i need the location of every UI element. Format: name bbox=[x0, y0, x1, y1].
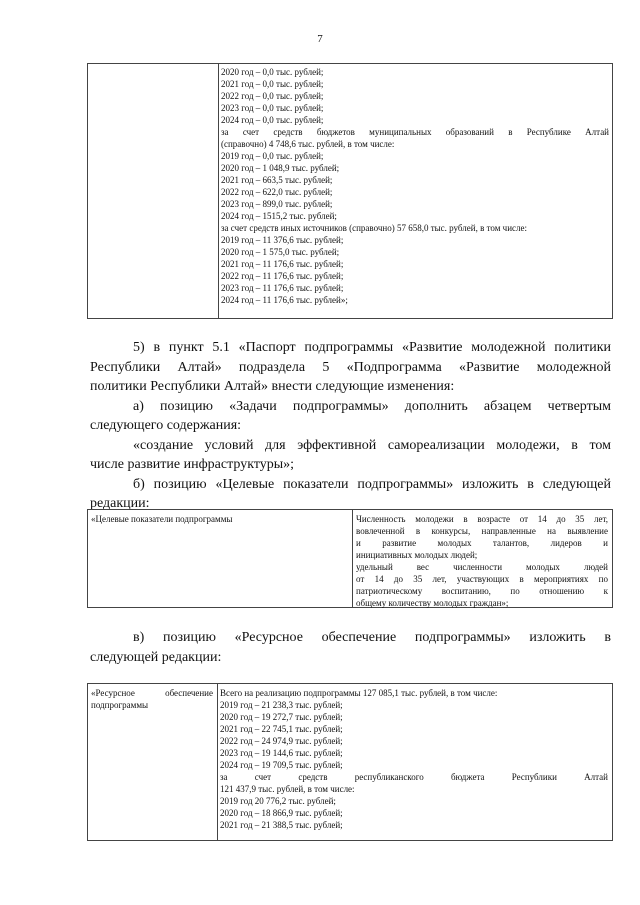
resource-line: 2019 год – 21 238,3 тыс. рублей; bbox=[220, 700, 343, 710]
funding-line: 2023 год – 0,0 тыс. рублей; bbox=[221, 103, 324, 113]
indicator-line: инициативных молодых людей; bbox=[356, 550, 478, 560]
indicator-line: и развитие молодых талантов, лидеров и bbox=[356, 538, 608, 548]
funding-line: 2023 год – 899,0 тыс. рублей; bbox=[221, 199, 333, 209]
resource-line: 2020 год – 18 866,9 тыс. рублей; bbox=[220, 808, 343, 818]
funding-line: 2022 год – 622,0 тыс. рублей; bbox=[221, 187, 333, 197]
funding-cell bbox=[221, 66, 609, 306]
paragraph-line: а) позицию «Задачи подпрограммы» дополнить абзацем четвертым bbox=[133, 398, 611, 414]
resource-line: 2021 год – 21 388,5 тыс. рублей; bbox=[220, 820, 343, 830]
funding-table-continued bbox=[87, 63, 613, 319]
funding-line: 2021 год – 663,5 тыс. рублей; bbox=[221, 175, 333, 185]
funding-line: 2020 год – 1 048,9 тыс. рублей; bbox=[221, 163, 340, 173]
paragraph-b bbox=[90, 475, 611, 514]
funding-line: (справочно) 4 748,6 тыс. рублей, в том числе: bbox=[221, 139, 395, 149]
resource-provision-cell bbox=[220, 687, 608, 831]
paragraph-line: 5) в пункт 5.1 «Паспорт подпрограммы «Развитие молодежной политики bbox=[133, 340, 611, 355]
resource-provision-table bbox=[87, 683, 613, 841]
resource-line: Всего на реализацию подпрограммы 127 085,1 тыс. рублей, в том числе: bbox=[220, 688, 498, 698]
resource-line: 2024 год – 19 709,5 тыс. рублей; bbox=[220, 760, 343, 770]
paragraph-line: редакции: bbox=[90, 496, 150, 511]
paragraph-line: Республики Алтай» подраздела 5 «Подпрограмма «Развитие молодежной bbox=[90, 359, 611, 375]
resource-line: за счет средств республиканского бюджета Республики Алтай bbox=[220, 772, 608, 782]
indicator-line: общему количеству молодых граждан»; bbox=[356, 598, 509, 608]
paragraph-line: следующего содержания: bbox=[90, 418, 242, 433]
resource-line: 2021 год – 22 745,1 тыс. рублей; bbox=[220, 724, 343, 734]
funding-line: 2020 год – 0,0 тыс. рублей; bbox=[221, 67, 324, 77]
paragraph-line: б) позицию «Целевые показатели подпрограммы» изложить в следующей bbox=[133, 476, 611, 492]
paragraph-line: в) позицию «Ресурсное обеспечение подпрограммы» изложить в bbox=[133, 630, 611, 645]
paragraph-line: политики Республики Алтай» внести следующие изменения: bbox=[90, 379, 455, 394]
target-indicators-cell bbox=[356, 513, 608, 609]
paragraph-a bbox=[90, 397, 611, 436]
paragraph-c bbox=[90, 628, 611, 667]
paragraph-line: «создание условий для эффективной самореализации молодежи, в том bbox=[133, 437, 611, 453]
page-number: 7 bbox=[317, 33, 323, 45]
table-divider bbox=[218, 64, 219, 318]
funding-line: 2022 год – 0,0 тыс. рублей; bbox=[221, 91, 324, 101]
resource-line: 2022 год – 24 974,9 тыс. рублей; bbox=[220, 736, 343, 746]
funding-line: 2021 год – 0,0 тыс. рублей; bbox=[221, 79, 324, 89]
paragraph-line: числе развитие инфраструктуры»; bbox=[90, 457, 295, 472]
table-divider bbox=[217, 684, 218, 840]
paragraph-quote bbox=[90, 436, 611, 475]
funding-line: 2019 год – 11 376,6 тыс. рублей; bbox=[221, 235, 344, 245]
funding-line: 2019 год – 0,0 тыс. рублей; bbox=[221, 151, 324, 161]
table-divider bbox=[352, 510, 353, 607]
indicator-line: Численность молодежи в возрасте от 14 до 35 лет, bbox=[356, 514, 608, 524]
funding-line: за счет средств бюджетов муниципальных образований в Республике Алтай bbox=[221, 127, 609, 137]
resource-line: 2020 год – 19 272,7 тыс. рублей; bbox=[220, 712, 343, 722]
indicator-line: от 14 до 35 лет, участвующих в мероприятиях по bbox=[356, 574, 608, 584]
funding-line: 2020 год – 1 575,0 тыс. рублей; bbox=[221, 247, 340, 257]
resource-provision-label bbox=[91, 687, 213, 711]
funding-line: 2024 год – 0,0 тыс. рублей; bbox=[221, 115, 324, 125]
resource-line: 2019 год 20 776,2 тыс. рублей; bbox=[220, 796, 336, 806]
indicator-line: патриотическому воспитанию, по отношению к bbox=[356, 586, 608, 596]
resource-line: 2023 год – 19 144,6 тыс. рублей; bbox=[220, 748, 343, 758]
label-line: «Ресурсное обеспечение bbox=[91, 688, 213, 698]
indicator-line: удельный вес численности молодых людей bbox=[356, 562, 608, 572]
funding-line: за счет средств иных источников (справочно) 57 658,0 тыс. рублей, в том числе: bbox=[221, 223, 527, 233]
indicator-line: вовлеченной в конкурсы, направленные на выявление bbox=[356, 526, 608, 536]
resource-line: 121 437,9 тыс. рублей, в том числе: bbox=[220, 784, 355, 794]
paragraph-5 bbox=[90, 338, 611, 397]
funding-line: 2022 год – 11 176,6 тыс. рублей; bbox=[221, 271, 344, 281]
paragraph-line: следующей редакции: bbox=[90, 649, 222, 665]
funding-line: 2021 год – 11 176,6 тыс. рублей; bbox=[221, 259, 344, 269]
target-indicators-label: «Целевые показатели подпрограммы bbox=[91, 514, 233, 524]
funding-line: 2024 год – 11 176,6 тыс. рублей»; bbox=[221, 295, 348, 305]
funding-line: 2024 год – 1515,2 тыс. рублей; bbox=[221, 211, 337, 221]
label-line: подпрограммы bbox=[91, 700, 149, 710]
target-indicators-table bbox=[87, 509, 613, 608]
funding-line: 2023 год – 11 176,6 тыс. рублей; bbox=[221, 283, 344, 293]
